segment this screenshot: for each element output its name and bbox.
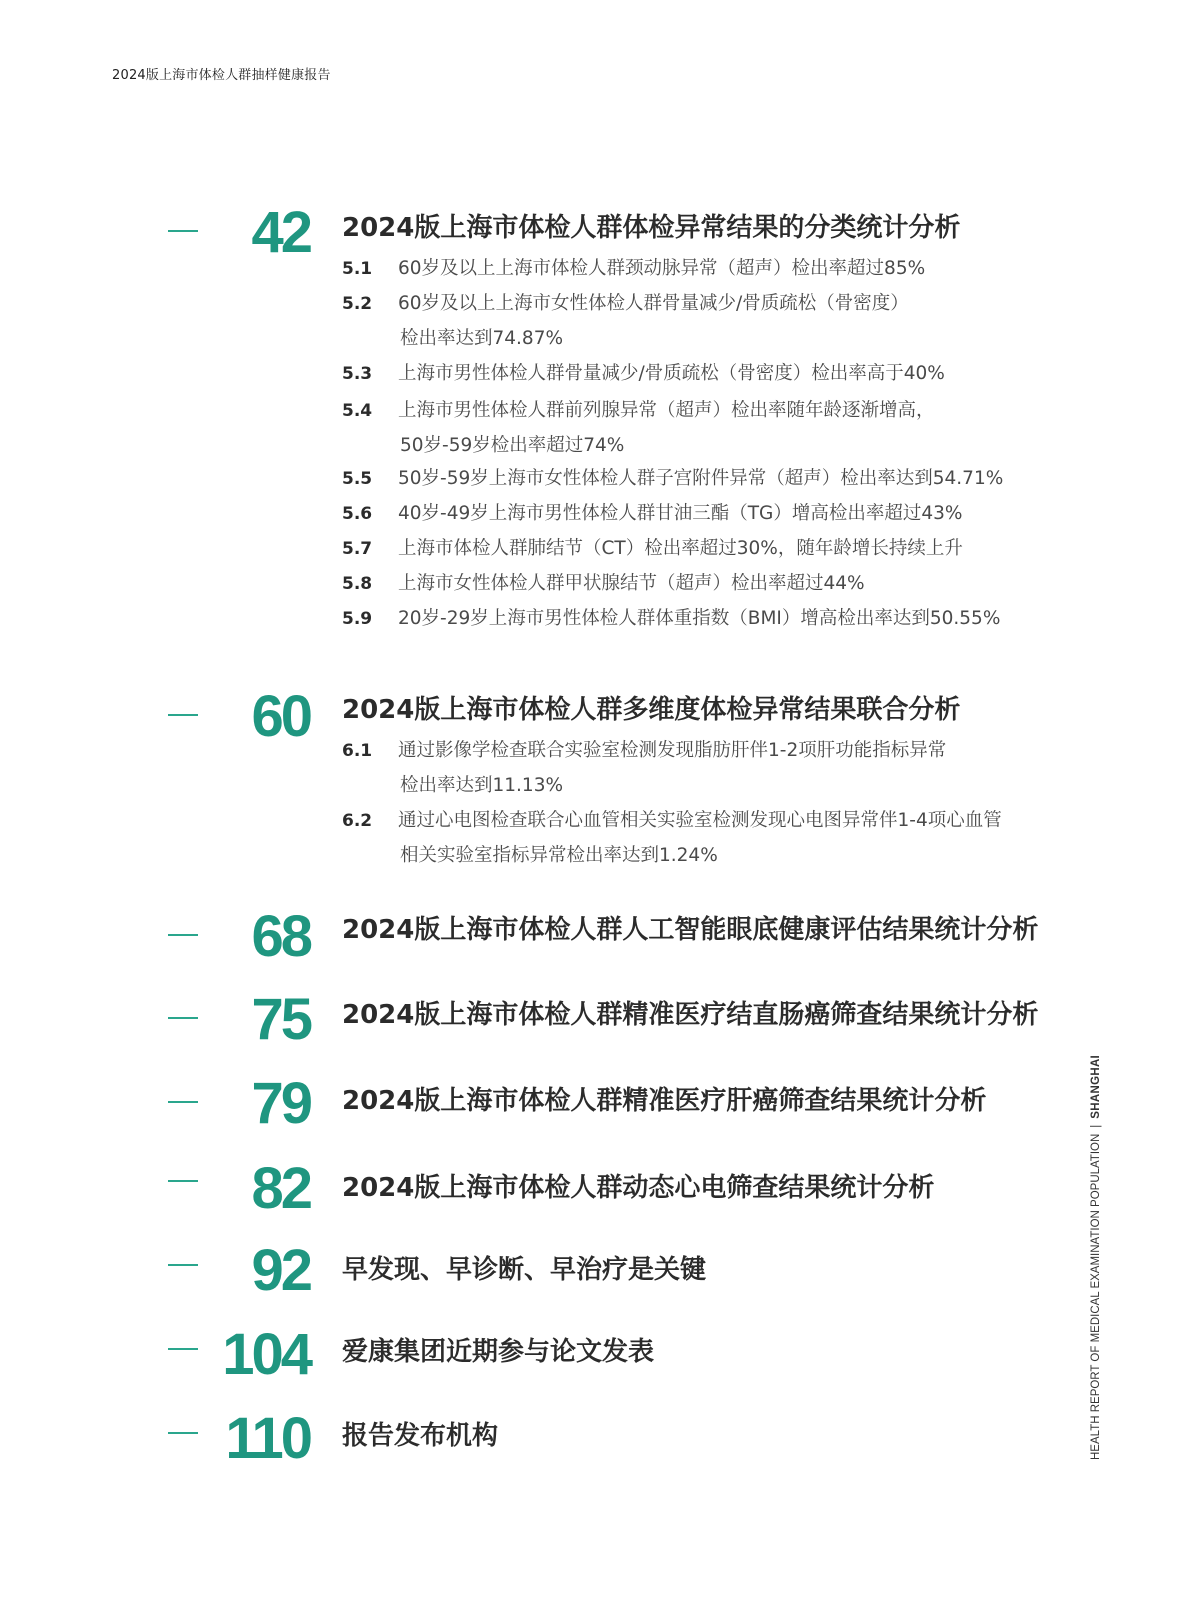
section-title: 2024版上海市体检人群精准医疗结直肠癌筛查结果统计分析: [342, 1000, 1039, 1030]
section-page-number: 79: [251, 1071, 310, 1136]
side-caption-city: SHANGHAI: [1090, 1054, 1102, 1119]
subsection-number: 6.2: [342, 811, 373, 831]
section-page-number: 104: [222, 1322, 310, 1387]
subsection-number: 5.4: [342, 401, 373, 421]
subsection-text: 上海市男性体检人群骨量减少/骨质疏松（骨密度）检出率高于40%: [398, 363, 945, 384]
subsection-text: 上海市体检人群肺结节（CT）检出率超过30%，随年龄增长持续上升: [398, 538, 963, 559]
subsection-number: 5.8: [342, 574, 373, 594]
subsection-text: 上海市女性体检人群甲状腺结节（超声）检出率超过44%: [398, 573, 865, 594]
subsection-text: 60岁及以上上海市体检人群颈动脉异常（超声）检出率超过85%: [398, 258, 926, 279]
section-page-number: 82: [251, 1156, 310, 1221]
section-page-number: 60: [251, 684, 310, 749]
section-title: 2024版上海市体检人群多维度体检异常结果联合分析: [342, 695, 961, 725]
subsection-number: 5.9: [342, 609, 373, 629]
section-title: 2024版上海市体检人群人工智能眼底健康评估结果统计分析: [342, 915, 1039, 945]
section-title: 2024版上海市体检人群精准医疗肝癌筛查结果统计分析: [342, 1086, 987, 1116]
subsection-text: 50岁-59岁上海市女性体检人群子宫附件异常（超声）检出率达到54.71%: [398, 468, 1004, 489]
subsection-text: 上海市男性体检人群前列腺异常（超声）检出率随年龄逐渐增高， 50岁-59岁检出率超过74%: [398, 400, 935, 456]
vertical-side-caption: [1086, 1054, 1106, 1460]
section-title: 爱康集团近期参与论文发表: [342, 1337, 655, 1367]
subsection-text: 通过影像学检查联合实验室检测发现脂肪肝伴1-2项肝功能指标异常 检出率达到11.13%: [398, 740, 947, 796]
subsection-text: 60岁及以上上海市女性体检人群骨量减少/骨质疏松（骨密度） 检出率达到74.87%: [398, 293, 909, 349]
subsection-text: 20岁-29岁上海市男性体检人群体重指数（BMI）增高检出率达到50.55%: [398, 608, 1001, 629]
subsection-text: 40岁-49岁上海市男性体检人群甘油三酯（TG）增高检出率超过43%: [398, 503, 963, 524]
section-title: 报告发布机构: [342, 1421, 499, 1451]
section-title: 2024版上海市体检人群体检异常结果的分类统计分析: [342, 213, 961, 243]
subsection-number: 5.7: [342, 539, 373, 559]
section-page-number: 68: [251, 904, 310, 969]
subsection-number: 6.1: [342, 741, 373, 761]
subsection-number: 5.3: [342, 364, 373, 384]
subsection-number: 5.5: [342, 469, 373, 489]
subsection-text: 通过心电图检查联合心血管相关实验室检测发现心电图异常伴1-4项心血管 相关实验室指标异常检出率达到1.24%: [398, 810, 1002, 866]
section-title: 早发现、早诊断、早治疗是关键: [342, 1255, 707, 1285]
side-caption-separator: |: [1090, 1124, 1102, 1128]
running-header: 2024版上海市体检人群抽样健康报告: [112, 68, 331, 83]
section-page-number: 42: [251, 200, 310, 265]
subsection-number: 5.6: [342, 504, 373, 524]
subsection-number: 5.1: [342, 259, 373, 279]
section-page-number: 110: [225, 1406, 310, 1471]
side-caption-main: HEALTH REPORT OF MEDICAL EXAMINATION POPULATION: [1090, 1133, 1102, 1460]
section-title: 2024版上海市体检人群动态心电筛查结果统计分析: [342, 1173, 935, 1203]
section-page-number: 75: [251, 987, 310, 1052]
section-page-number: 92: [251, 1238, 310, 1303]
subsection-number: 5.2: [342, 294, 373, 314]
